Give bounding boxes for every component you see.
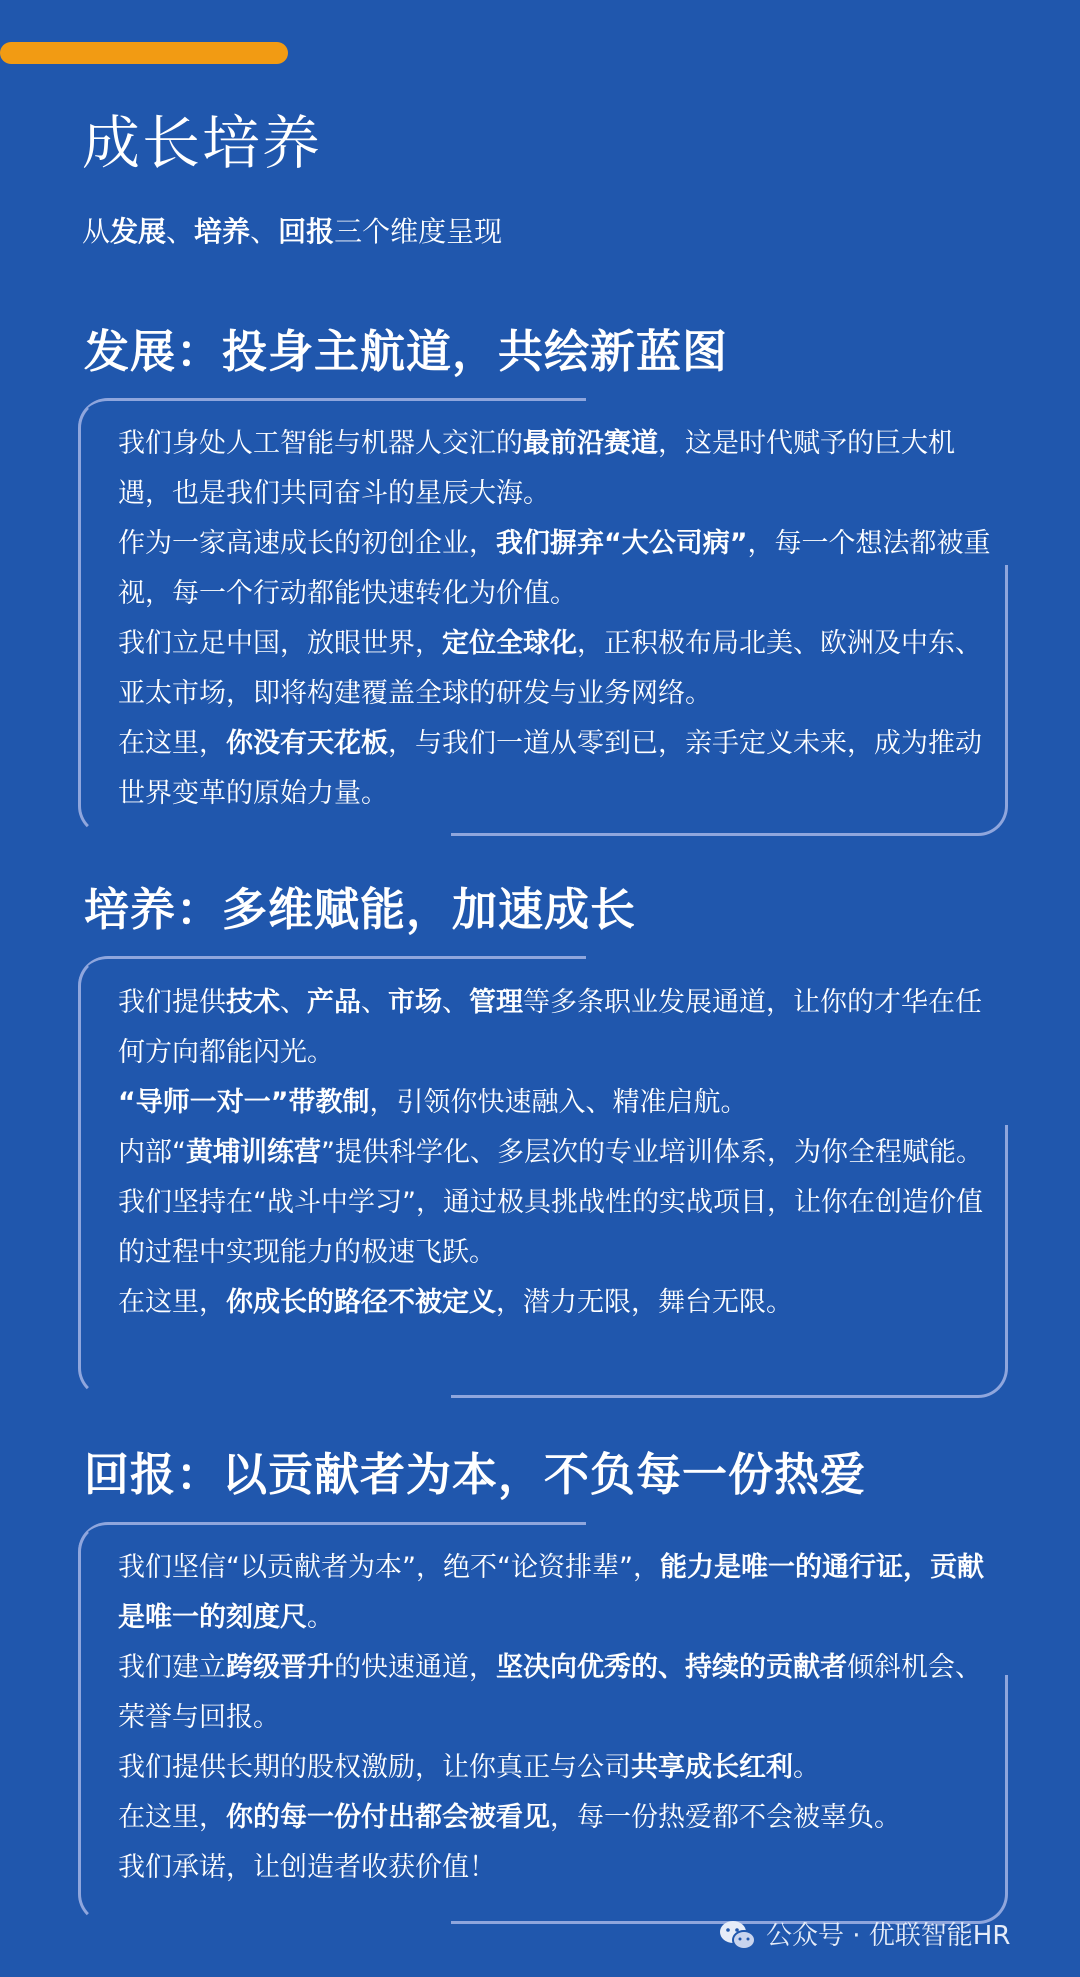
paragraph: 我们提供技术、产品、市场、管理等多条职业发展通道，让你的才华在任何方向都能闪光。 bbox=[118, 987, 982, 1068]
accent-bar bbox=[0, 42, 288, 64]
section-body-reward bbox=[118, 1543, 998, 1893]
section-body-development bbox=[118, 419, 998, 819]
paragraph: 我们提供长期的股权激励，让你真正与公司共享成长红利。 bbox=[118, 1752, 820, 1783]
subtitle: 从发展、培养、回报三个维度呈现 bbox=[82, 215, 503, 248]
paragraph: 在这里，你成长的路径不被定义，潜力无限，舞台无限。 bbox=[118, 1287, 793, 1318]
paragraph: 内部“黄埔训练营”提供科学化、多层次的专业培训体系，为你全程赋能。 bbox=[118, 1137, 983, 1168]
paragraph: “导师一对一”带教制，引领你快速融入、精准启航。 bbox=[118, 1087, 748, 1118]
paragraph: 我们身处人工智能与机器人交汇的最前沿赛道，这是时代赋予的巨大机遇，也是我们共同奋斗的星辰大海。 bbox=[118, 428, 955, 509]
section-heading-reward: 回报：以贡献者为本，不负每一份热爱 bbox=[84, 1448, 867, 1501]
paragraph: 我们建立跨级晋升的快速通道，坚决向优秀的、持续的贡献者倾斜机会、荣誉与回报。 bbox=[118, 1652, 982, 1733]
paragraph: 在这里，你没有天花板，与我们一道从零到已，亲手定义未来，成为推动世界变革的原始力量。 bbox=[118, 728, 982, 809]
paragraph: 我们坚信“以贡献者为本”，绝不“论资排辈”，能力是唯一的通行证，贡献是唯一的刻度尺。 bbox=[118, 1552, 984, 1633]
watermark bbox=[718, 1916, 1010, 1956]
paragraph: 在这里，你的每一份付出都会被看见，每一份热爱都不会被辜负。 bbox=[118, 1802, 901, 1833]
section-body-training bbox=[118, 978, 998, 1328]
watermark-text: 公众号 · 优联智能HR bbox=[766, 1921, 1011, 1951]
paragraph: 我们承诺，让创造者收获价值！ bbox=[118, 1852, 496, 1883]
paragraph: 我们坚持在“战斗中学习”，通过极具挑战性的实战项目，让你在创造价值的过程中实现能力的极速飞跃。 bbox=[118, 1187, 983, 1268]
page-title: 成长培养 bbox=[82, 109, 323, 177]
wechat-icon bbox=[718, 1919, 758, 1953]
paragraph: 作为一家高速成长的初创企业，我们摒弃“大公司病”，每一个想法都被重视，每一个行动都能快速转化为价值。 bbox=[118, 528, 991, 609]
paragraph: 我们立足中国，放眼世界，定位全球化，正积极布局北美、欧洲及中东、亚太市场，即将构建覆盖全球的研发与业务网络。 bbox=[118, 628, 982, 709]
section-heading-training: 培养：多维赋能，加速成长 bbox=[84, 883, 637, 936]
section-heading-development: 发展：投身主航道，共绘新蓝图 bbox=[84, 325, 729, 378]
